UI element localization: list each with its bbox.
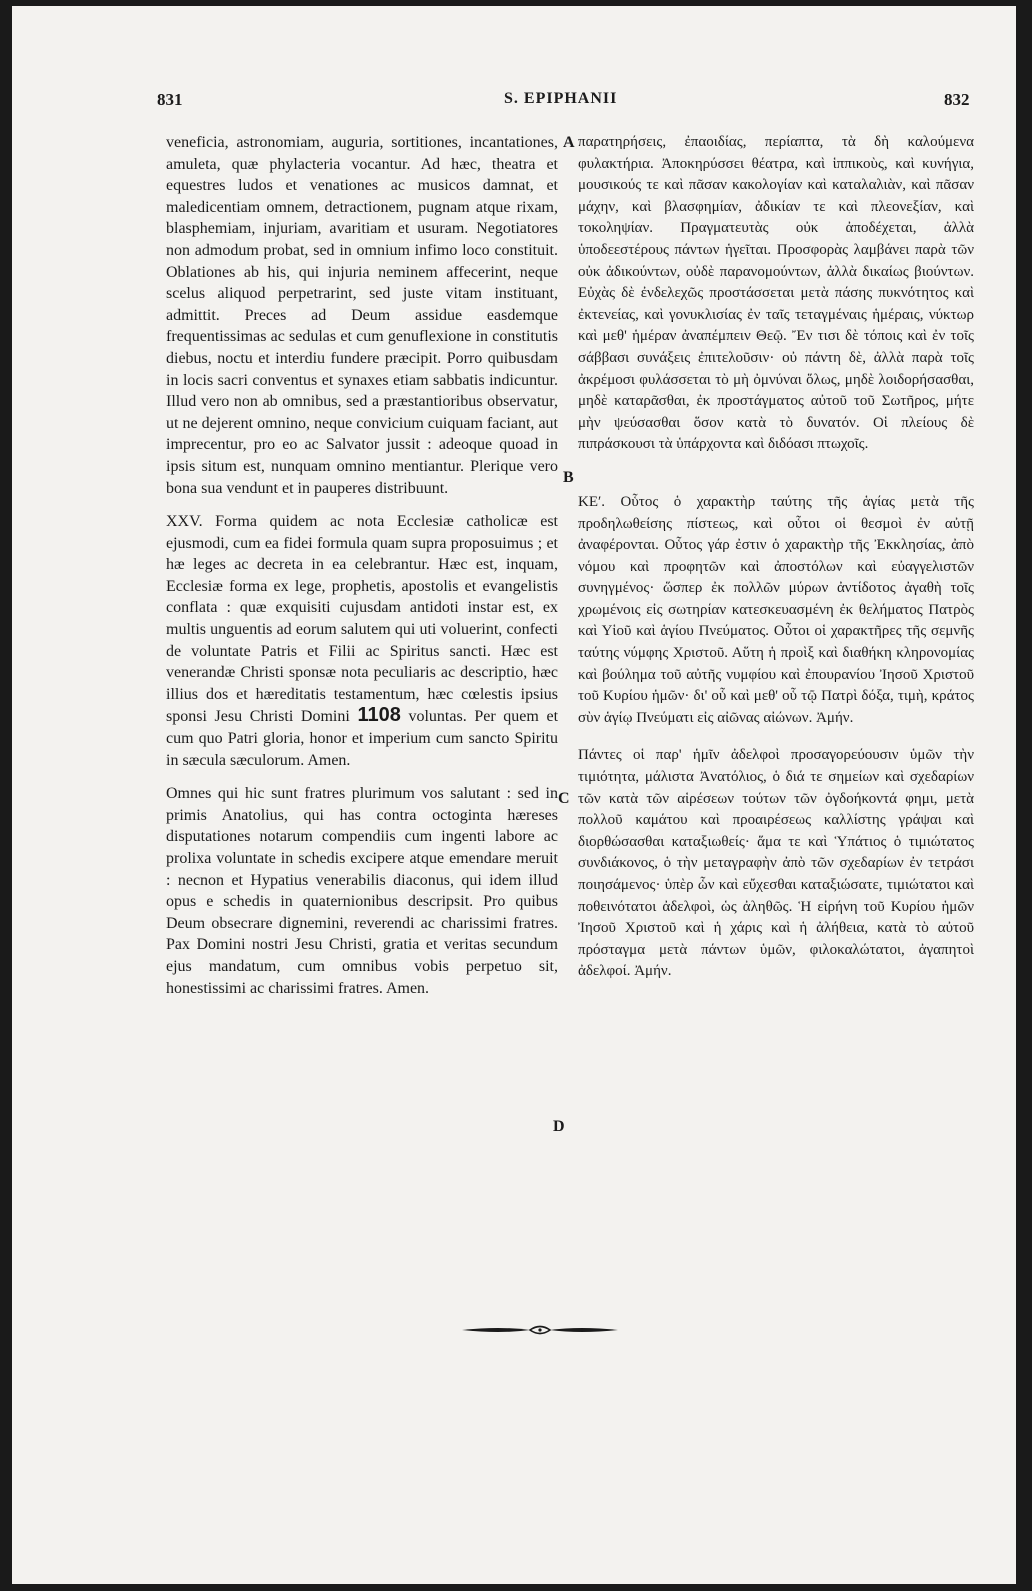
page-number-left: 831 (157, 90, 183, 109)
section-marker-b: B (563, 469, 574, 486)
page-number-right: 832 (944, 90, 970, 109)
latin-paragraph-1: veneficia, astronomiam, auguria, sortitiones, incantationes, amuleta, quæ phylacteria vocantur. Ad hæc, theatra et equestres ludos et venationes ac musicos damnat, et maledicentiam omnem, detractionem, pugnam atque rixam, blasphemiam, injuriam, avaritiam et usuram. Negotiatores non admodum probat, sed in omnium infimo loco constituit. Oblationes ab his, qui injuria neminem affecerint, neque scelus aliquod perpetrarint, sed juste vitam instituant, admittit. Preces ad Deum assidue easdemque frequentissimas ac sedulas et cum genuflexione in constitutis diebus, noctu et interdiu fundere præcipit. Porro quibusdam in locis sacri conventus et synaxes etiam sabbatis indicuntur. Illud vero non ab omnibus, sed a præstantioribus observatur, ut ne dejerent omnino, neque convicium cuiquam faciant, aut imprecentur, pro eo ac Salvator jussit : adeoque quoad in ipsis situm est, nunquam omnino mentiantur. Plerique vero bona sua vendunt et in pauperes distribuunt. (166, 134, 558, 497)
latin-paragraph-2 (166, 511, 558, 771)
running-title: S. EPIPHANII (504, 90, 618, 107)
greek-paragraph-2: ΚΕʹ. Οὗτος ὁ χαρακτὴρ ταύτης τῆς ἁγίας μετὰ τῆς προδηλωθείσης πίστεως, καὶ οὗτοι οἱ θεσμοὶ ἐν αὐτῇ ἀναφέρονται. Οὗτος γάρ ἐστιν ὁ χαρακτὴρ τῆς Ἐκκλησίας, ἀπὸ νόμου καὶ προφητῶν καὶ ἀποστόλων καὶ εὐαγγελιστῶν συνηγμένος· ὥσπερ ἐκ πολλῶν μύρων ἀντίδοτος ἀγαθὴ τοῖς χρωμένοις εἰς σωτηρίαν κατεσκευασμένη ἐκ θελήματος Πατρὸς καὶ Υἱοῦ καὶ ἁγίου Πνεύματος. Οὗτοι οἱ χαρακτῆρες τῆς σεμνῆς ταύτης νύμφης Χριστοῦ. Αὕτη ἡ προὶξ καὶ διαθήκη κληρονομίας καὶ βούλημα τοῦ αὐτῆς νυμφίου καὶ ἐπουρανίου Ἰησοῦ Χριστοῦ τοῦ Κυρίου ἡμῶν· δι' οὗ καὶ μεθ' οὗ τῷ Πατρὶ δόξα, τιμὴ, κράτος σὺν ἁγίῳ Πνεύματι εἰς αἰῶνας αἰώνων. Ἀμήν. (578, 493, 974, 726)
greek-paragraph-3: Πάντες οἱ παρ' ἡμῖν ἀδελφοὶ προσαγορεύουσιν ὑμῶν τὴν τιμιότητα, μάλιστα Ἀνατόλιος, ὁ διά τε σημείων καὶ σχεδαρίων τῶν κατὰ τῶν αἱρέσεων τούτων τῶν ὀγδοήκοντά φημι, μετὰ πολλοῦ καμάτου καὶ προαιρέσεως καλλίστης γράψαι καὶ διορθώσασθαι καταξιωθείς· ἅμα τε καὶ Ὑπάτιος ὁ τιμιώτατος συνδιάκονος, ὁ τὴν μεταγραφὴν ἀπὸ τῶν σχεδαρίων ἐν τετράσι ποιησάμενος· ὑπὲρ ὧν καὶ εὔχεσθαι καταξιώσατε, τιμιώτατοι καὶ ποθεινότατοι ἀδελφοὶ, ὡς ἀληθῶς. Ἡ εἰρήνη τοῦ Κυρίου ἡμῶν Ἰησοῦ Χριστοῦ καὶ ἡ χάρις καὶ ἡ ἀλήθεια, κατὰ τὸ αὐτοῦ πρόσταγμα μετὰ πάντων ὑμῶν, φιλοκαλώτατοι, ἀγαπητοὶ ἀδελφοί. Ἀμήν. (578, 747, 974, 980)
section-marker-a: A (563, 134, 575, 151)
column-number: 1108 (357, 704, 401, 727)
latin-paragraph-3: Omnes qui hic sunt fratres plurimum vos salutant : sed in primis Anatolius, qui has contra octoginta hæreses disputationes notarum compendiis cum ingenti labore ac prolixa voluntate in schedis excipere atque emendare meruit : necnon et Hypatius venerabilis diaconus, qui idem illud opus e schedis in quaternionibus descripsit. Pro quibus Deum obsecrare dignemini, reverendi ac charissimi fratres. Pax Domini nostri Jesu Christi, gratia et veritas secundum ejus mandatum, cum omnibus vobis perpetuo sit, honestissimi ac charissimi fratres. Amen. (166, 785, 558, 997)
latin-column (166, 132, 558, 1011)
book-page (12, 6, 1016, 1584)
tailpiece-ornament-icon (460, 1322, 620, 1338)
section-marker-d: D (553, 1118, 565, 1135)
greek-column (578, 132, 974, 999)
greek-paragraph-1: παρατηρήσεις, ἐπαοιδίας, περίαπτα, τὰ δὴ καλούμενα φυλακτήρια. Ἀποκηρύσσει θέατρα, καὶ ἱππικοὺς, καὶ κυνήγια, μουσικούς τε καὶ πᾶσαν κακολογίαν καὶ καταλαλιὰν, καὶ πᾶσαν μάχην, καὶ βλασφημίαν, ἀδικίαν τε καὶ πλεονεξίαν, καὶ τοκοληψίαν. Πραγματευτὰς οὐκ ἀποδέχεται, ἀλλὰ ὑποδεεστέρους πάντων ἡγεῖται. Προσφορὰς λαμβάνει παρὰ τῶν οὐκ ἀδικούντων, οὐδὲ παρανομούντων, ἀλλὰ δικαίως βιούντων. Εὐχὰς δὲ ἐνδελεχῶς προστάσσεται μετὰ πάσης πυκνότητος καὶ ἐκτενείας, καὶ γονυκλισίας ἐν ταῖς τεταγμέναις ἡμέραις, νύκτωρ καὶ μεθ' ἡμέραν ἀναπέμπειν Θεῷ. Ἔν τισι δὲ τόποις καὶ ἐν τοῖς σάββασι συνάξεις ἐπιτελοῦσιν· οὐ πάντη δὲ, ἀλλὰ παρὰ τοῖς ἀκρέμοσι φυλάσσεται τὸ μὴ ὀμνύναι ὅλως, μηδὲ λοιδορήσασθαι, μηδὲ καταρᾶσθαι, ἐκ προστάγματος αὐτοῦ τοῦ Σωτῆρος, μήτε μὴν ψεύσασθαι ὅσον κατὰ τὸ δυνατόν. Οἱ πλείους δὲ πιπράσκουσι τὰ ὑπάρχοντα καὶ διδόασι πτωχοῖς. (578, 134, 974, 453)
latin-paragraph-2-start: XXV. Forma quidem ac nota Ecclesiæ catholicæ est ejusmodi, cum ea fidei formula quam supra proposuimus ; et hæ leges ac decreta in ea celebrantur. Hæc est, inquam, Ecclesiæ forma ex lege, prophetis, apostolis et evangelistis conflata : quæ exquisiti cujusdam antidoti instar est, ex multis unguentis ad eorum salutem qui uti voluerint, confecti de voluntate Patris et Filii ac Spiritus sancti. Hæc est venerandæ Christi sponsæ nota peculiaris ac descriptio, hæc illius dos et hæreditatis testamentum, hæc cœlestis ipsius sponsi Jesu Christi Domini (166, 513, 558, 726)
section-marker-c: C (558, 790, 570, 807)
latin-paragraph-2-end: voluntas. Per quem et cum quo Patri gloria, honor et imperium cum sancto Spiritu in sæcula sæculorum. Amen. (166, 708, 559, 769)
